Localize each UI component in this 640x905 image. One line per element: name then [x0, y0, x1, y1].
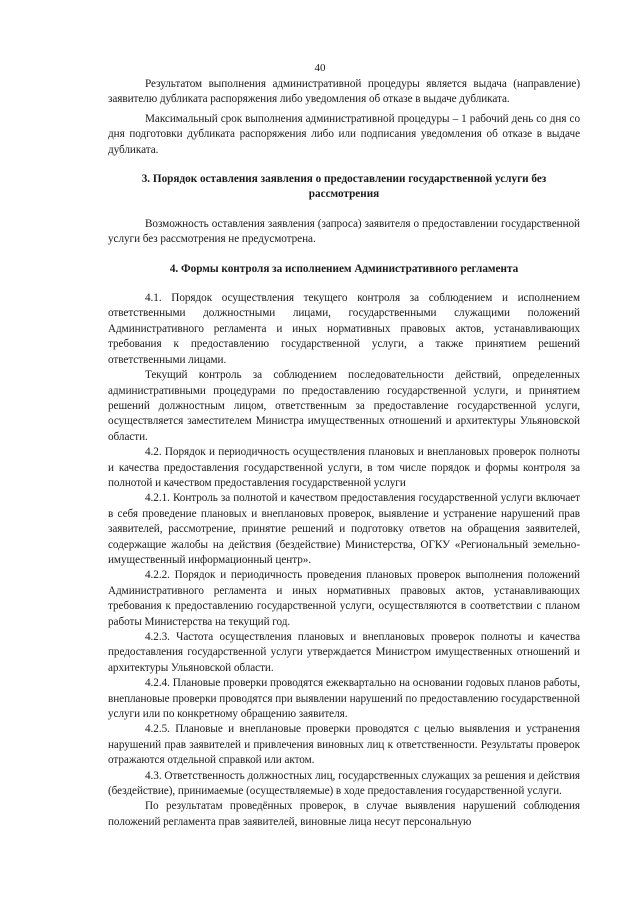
section-4-heading: 4. Формы контроля за исполнением Административного регламента: [169, 262, 519, 275]
paragraph-4-2-4: 4.2.4. Плановые проверки проводятся ежеквартально на основании годовых планов работы, внеплановые проверки проводятся при выявлении нарушений по предоставлению государственной услуги или по конкретному обращению заявителя.: [108, 677, 580, 721]
page-number: 40: [314, 62, 326, 74]
paragraph-max-term: Максимальный срок выполнения административной процедуры – 1 рабочий день со дня со дня подготовки дубликата распоряжения либо или подписания уведомления об отказе в выдаче дубликата.: [108, 112, 580, 156]
paragraph-4-2-3: 4.2.3. Частота осуществления плановых и внеплановых проверок полноты и качества предоставления государственной услуги утверждается Министром имущественных отношений и архитектуры Ульяновской области.: [108, 631, 580, 674]
paragraph-4-2: 4.2. Порядок и периодичность осуществления плановых и внеплановых проверок полноты и качества предоставления государственной услуги, в том числе порядок и формы контроля за полнотой и качеством предоставления государственной услуги: [108, 446, 580, 489]
document-body: [108, 77, 580, 830]
paragraph-4-1: 4.1. Порядок осуществления текущего контроля за соблюдением и исполнением ответственными должностными лицами, государственными служащими положений Административного регламента и иных нормативных правовых актов, устанавливающих требования к предоставлению государственной услуги, а также принятием решений ответственными лицами.: [108, 292, 580, 366]
paragraph-responsibility: По результатам проведённых проверок, в случае выявления нарушений соблюдения положений регламента прав заявителей, виновные лица несут персональную: [108, 800, 580, 828]
paragraph-4-2-5: 4.2.5. Плановые и внеплановые проверки проводятся с целью выявления и устранения нарушений прав заявителей и привлечения виновных лиц к ответственности. Результаты проверок отражаются отдельной справкой или актом.: [108, 723, 580, 767]
paragraph-4-2-2: 4.2.2. Порядок и периодичность проведения плановых проверок выполнения положений Административного регламента и иных нормативных правовых актов, устанавливающих требования к предоставлению государственной услуги, осуществляются в соответствии с планом работы Министерства на текущий год.: [108, 569, 580, 628]
paragraph-no-leave: Возможность оставления заявления (запроса) заявителя о предоставлении государственной услуги без рассмотрения не предусмотрена.: [108, 217, 580, 246]
paragraph-4-2-1: 4.2.1. Контроль за полнотой и качеством предоставления государственной услуги включает в себя проведение плановых и внеплановых проверок, выявление и устранение нарушений прав заявителей, рассмотрение, принятие решений и подготовку ответов на обращения заявителей, содержащие жалобы на действия (бездействие) Министерства, ОГКУ «Региональный земельно-имущественный информационный центр».: [108, 492, 580, 566]
section-3-heading: 3. Порядок оставления заявления о предоставлении государственной услуги без рассмотрения: [141, 173, 547, 201]
paragraph-current-control: Текущий контроль за соблюдением последовательности действий, определенных административными процедурами по предоставлению государственной услуги, и принятием решений должностным лицом, ответственным за предоставление государственной услуги, осуществляется заместителем Министра имущественных отношений и архитектуры Ульяновской области.: [108, 369, 580, 443]
paragraph-4-3: 4.3. Ответственность должностных лиц, государственных служащих за решения и действия (бездействие), принимаемые (осуществляемые) в ходе предоставления государственной услуги.: [108, 769, 580, 798]
paragraph-result: Результатом выполнения административной процедуры является выдача (направление) заявителю дубликата распоряжения либо уведомления об отказе в выдаче дубликата.: [108, 78, 580, 106]
